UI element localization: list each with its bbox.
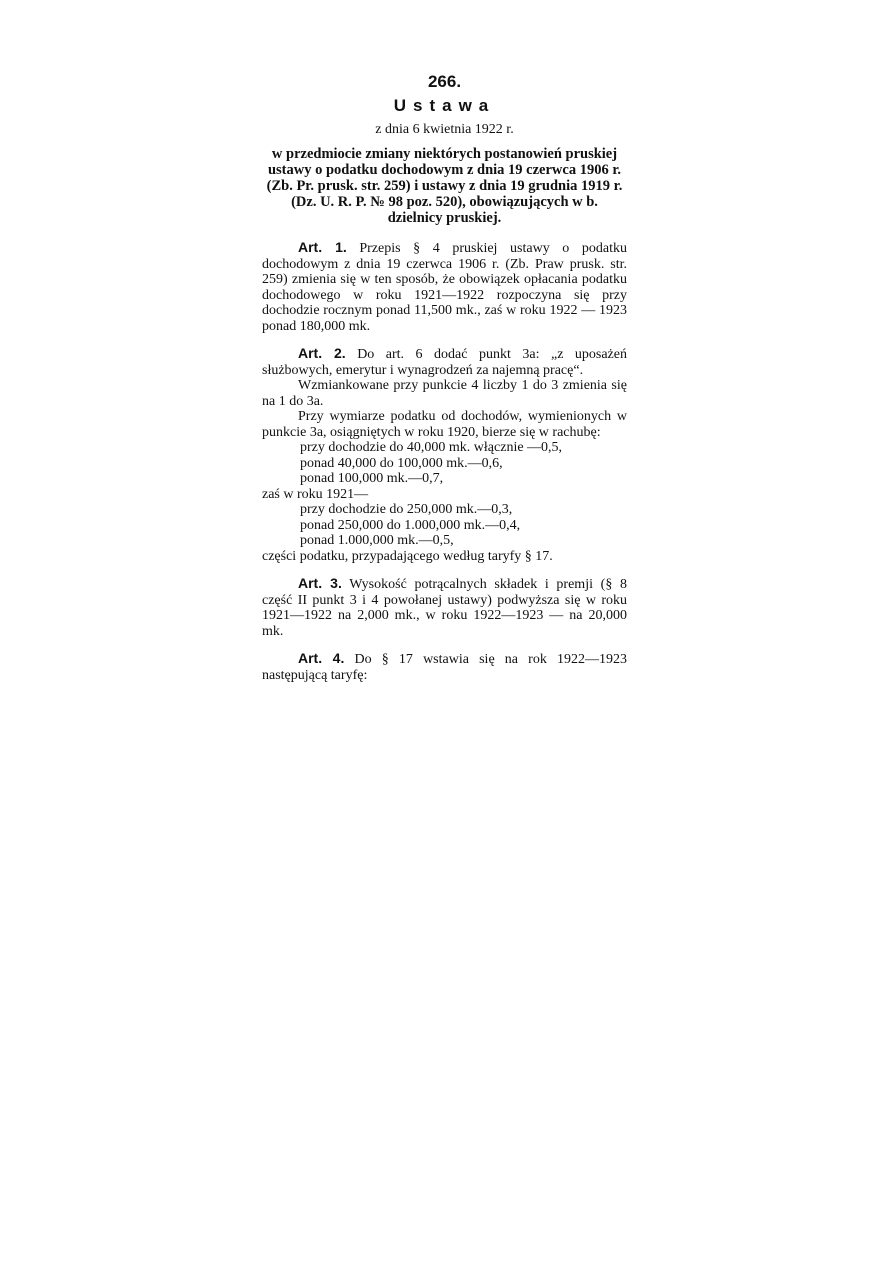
article-3-text: Wysokość potrącalnych składek i premji (§ 8 część II punkt 3 i 4 powołanej ustawy) podwyższa się w roku 1921—1922 na 2,000 mk., w roku 1922—1923 — na 20,000 mk.: [262, 577, 627, 639]
rate-item: ponad 1.000,000 mk.—0,5,: [300, 533, 454, 548]
year-1921-label: zaś w roku 1921—: [262, 486, 369, 502]
rate-item: przy dochodzie do 40,000 mk. włącznie —0,5,: [300, 440, 563, 455]
article-2-text: Do art. 6 dodać punkt 3a: „z uposażeń służbowych, emerytur i wynagrodzeń za najemną pracę“.: [262, 347, 627, 378]
rate-item: ponad 250,000 do 1.000,000 mk.—0,4,: [300, 517, 521, 533]
document-date: z dnia 6 kwietnia 1922 r.: [375, 122, 514, 137]
article-1: [262, 240, 627, 334]
rate-item: ponad 40,000 do 100,000 mk.—0,6,: [300, 455, 503, 471]
rate-item: ponad 100,000 mk.—0,7,: [300, 471, 444, 486]
document-subject: w przedmiocie zmiany niektórych postanowień pruskiej ustawy o podatku dochodowym z dnia 19 czerwca 1906 r. (Zb. Pr. prusk. str. 259) i ustawy z dnia 19 grudnia 1919 r. (Dz. U. R. P. № 98 poz. 520), obowiązujących w b. dzielnicy pruskiej.: [266, 146, 623, 226]
article-1-label: Art. 1.: [298, 239, 347, 255]
article-2-closing: części podatku, przypadającego według taryfy § 17.: [262, 548, 553, 564]
article-1-text: Przepis § 4 pruskiej ustawy o podatku dochodowym z dnia 19 czerwca 1906 r. (Zb. Praw prusk. str. 259) zmienia się w ten sposób, że obowiązek opłacania podatku dochodowego w roku 1921—1922 rozpoczyna się przy dochodzie rocznym ponad 11,500 mk., zaś w roku 1922 — 1923 ponad 180,000 mk.: [262, 241, 627, 334]
article-2-label: Art. 2.: [298, 345, 346, 361]
document-title: Ustawa: [393, 96, 496, 115]
article-3: [262, 576, 627, 639]
article-2-paragraph-2: Wzmiankowane przy punkcie 4 liczby 1 do 3 zmienia się na 1 do 3a.: [262, 378, 627, 409]
document-number: 266.: [427, 72, 462, 91]
article-4: [262, 651, 627, 683]
article-4-text: Do § 17 wstawia się na rok 1922—1923 następującą taryfę:: [262, 652, 627, 683]
article-4-label: Art. 4.: [298, 650, 345, 666]
document-page: [262, 72, 627, 683]
article-2-paragraph-3: Przy wymiarze podatku od dochodów, wymienionych w punkcie 3a, osiągniętych w roku 1920, bierze się w rachubę:: [262, 409, 627, 440]
article-2: [262, 346, 627, 378]
rate-item: przy dochodzie do 250,000 mk.—0,3,: [300, 502, 513, 517]
article-3-label: Art. 3.: [298, 575, 342, 591]
